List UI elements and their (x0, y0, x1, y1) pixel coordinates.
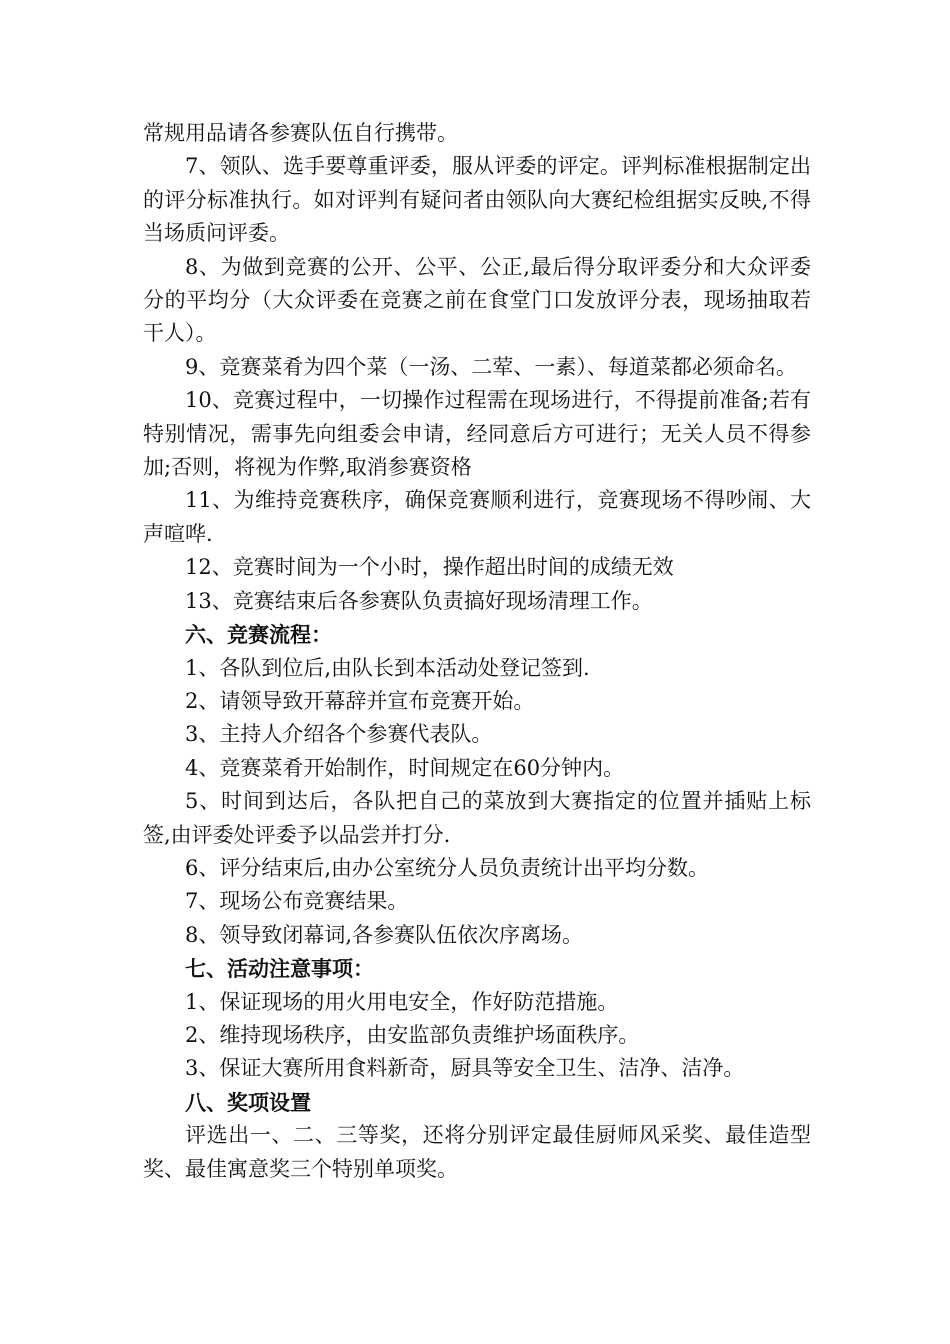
awards-description: 评选出一、二、三等奖，还将分别评定最佳厨师风采奖、最佳造型奖、最佳寓意奖三个特别单项奖。 (143, 1123, 811, 1181)
section-heading-competition-process: 六、竞赛流程： (185, 622, 332, 648)
rule-7: 7、领队、选手要尊重评委，服从评委的评定。评判标准根据制定出的评分标准执行。如对评判有疑问者由领队向大赛纪检组据实反映,不得当场质问评委。 (143, 154, 811, 246)
process-step-3: 3、主持人介绍各个参赛代表队。 (185, 722, 493, 747)
precaution-2: 2、维持现场秩序，由安监部负责维护场面秩序。 (185, 1022, 640, 1047)
precaution-3: 3、保证大赛所用食料新奇，厨具等安全卫生、洁净、洁净。 (185, 1056, 745, 1081)
process-step-2: 2、请领导致开幕辞并宣布竞赛开始。 (185, 688, 535, 713)
section-heading-precautions: 七、活动注意事项： (185, 956, 374, 982)
rule-12: 12、竞赛时间为一个小时，操作超出时间的成绩无效 (185, 555, 674, 580)
paragraph-continuation: 常规用品请各参赛队伍自行携带。 (143, 121, 458, 145)
document-body (143, 117, 811, 1186)
rule-8: 8、为做到竞赛的公开、公平、公正,最后得分取评委分和大众评委分的平均分（大众评委在竞赛之前在食堂门口发放评分表，现场抽取若干人）。 (143, 254, 811, 346)
rule-13: 13、竞赛结束后各参赛队负责搞好现场清理工作。 (185, 588, 653, 613)
section-heading-awards: 八、奖项设置 (185, 1089, 311, 1115)
rule-11: 11、为维持竞赛秩序，确保竞赛顺利进行，竞赛现场不得吵闹、大声喧哗. (143, 488, 811, 546)
process-step-1: 1、各队到位后,由队长到本活动处登记签到. (185, 655, 590, 680)
process-step-5: 5、时间到达后，各队把自己的菜放到大赛指定的位置并插贴上标签,由评委处评委予以品尝并打分. (143, 789, 811, 847)
process-step-4: 4、竞赛菜肴开始制作，时间规定在60分钟内。 (185, 755, 625, 780)
rule-9: 9、竞赛菜肴为四个菜（一汤、二荤、一素）、每道菜都必须命名。 (185, 354, 797, 379)
process-step-8: 8、领导致闭幕词,各参赛队伍依次序离场。 (185, 922, 584, 947)
process-step-6: 6、评分结束后,由办公室统分人员负责统计出平均分数。 (185, 855, 710, 880)
process-step-7: 7、现场公布竞赛结果。 (185, 889, 409, 914)
rule-10: 10、竞赛过程中，一切操作过程需在现场进行，不得提前准备;若有特别情况，需事先向组委会申请，经同意后方可进行；无关人员不得参加;否则，将视为作弊,取消参赛资格 (143, 388, 811, 480)
precaution-1: 1、保证现场的用火用电安全，作好防范措施。 (185, 989, 619, 1014)
